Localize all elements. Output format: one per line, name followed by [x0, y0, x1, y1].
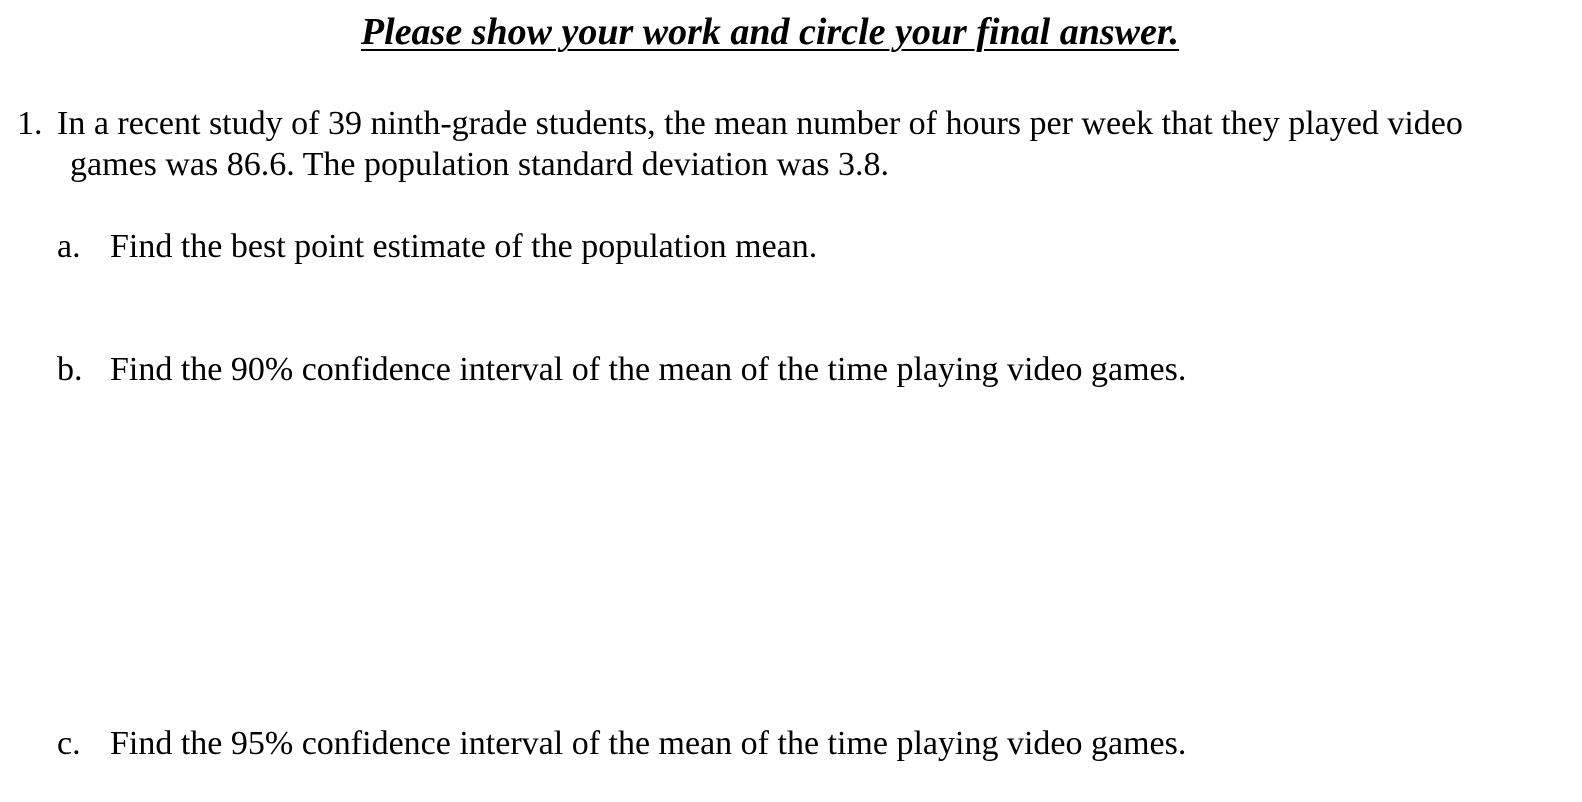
part-letter: c.	[57, 725, 81, 762]
question-number: 1.	[17, 105, 43, 142]
part-letter: b.	[57, 351, 83, 388]
part-text: Find the best point estimate of the population mean.	[110, 228, 818, 265]
question-text-line-1: In a recent study of 39 ninth-grade students, the mean number of hours per week that they played video	[57, 105, 1463, 142]
instructions-heading: Please show your work and circle your final answer.	[360, 11, 1180, 53]
question-text-line-2: games was 86.6. The population standard deviation was 3.8.	[70, 146, 889, 183]
part-text: Find the 95% confidence interval of the mean of the time playing video games.	[110, 725, 1187, 762]
part-text: Find the 90% confidence interval of the mean of the time playing video games.	[110, 351, 1187, 388]
part-letter: a.	[57, 228, 81, 265]
